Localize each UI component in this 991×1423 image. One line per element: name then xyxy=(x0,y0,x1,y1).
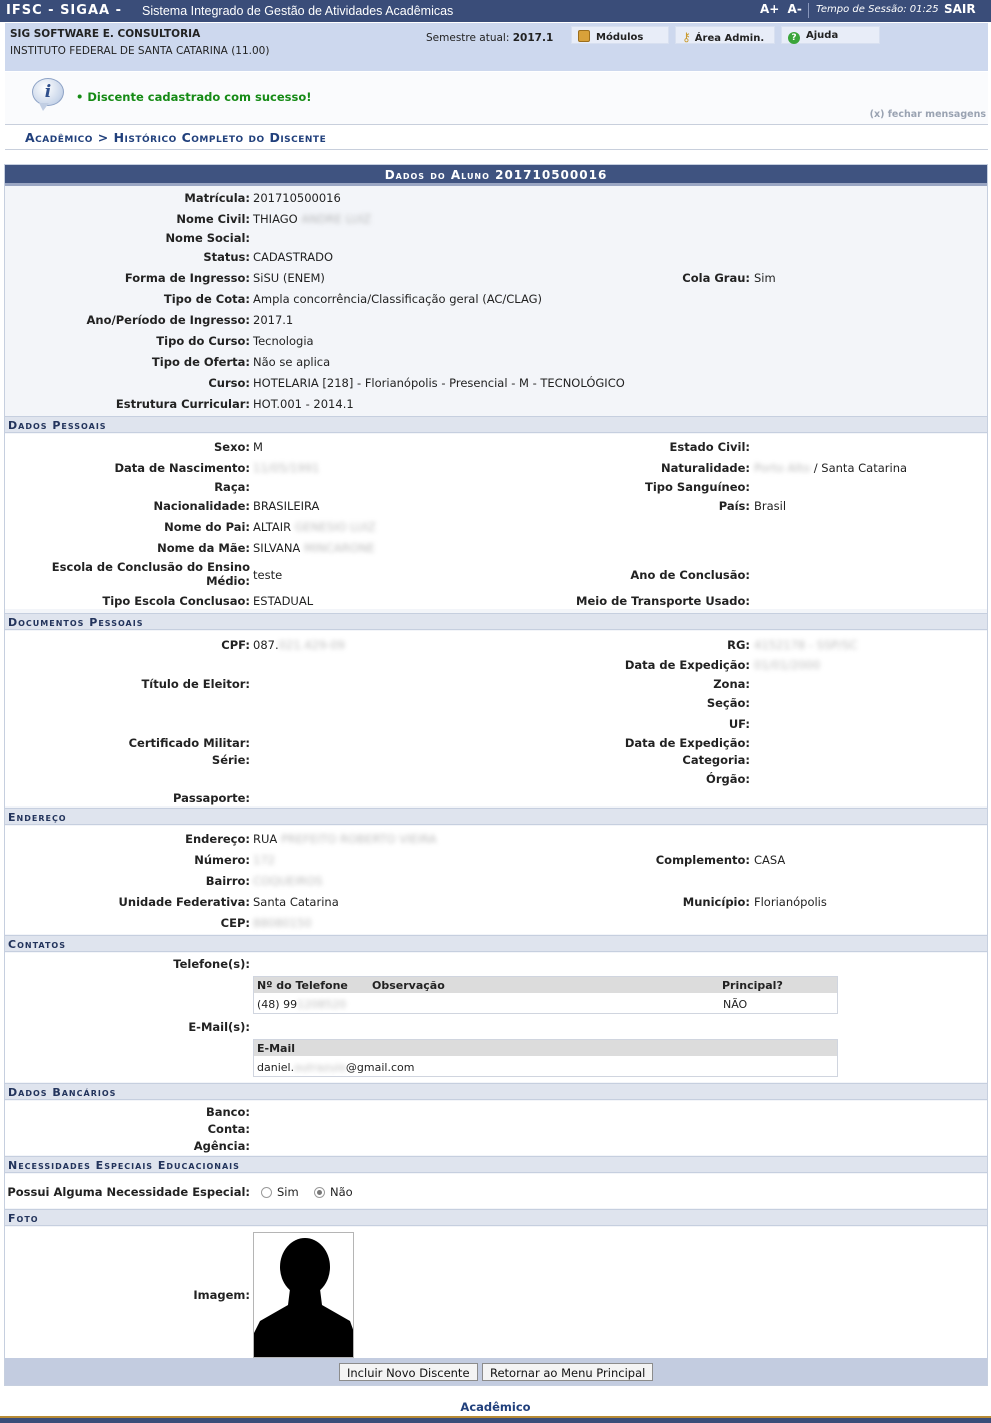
top-header-bar xyxy=(0,0,991,22)
section-necessidades: Necessidades Especiais Educacionais xyxy=(5,1156,987,1173)
logout-link[interactable]: SAIR xyxy=(944,2,976,16)
field-serie: Série: Categoria: xyxy=(211,753,750,767)
field-label: Estrutura Curricular: xyxy=(115,397,250,411)
current-semester: Semestre atual: 2017.1 xyxy=(426,32,554,44)
radio-nao[interactable]: Não xyxy=(314,1185,353,1199)
key-icon: ⚷ xyxy=(682,30,691,44)
institution-name: INSTITUTO FEDERAL DE SANTA CATARINA (11.00) xyxy=(10,45,270,57)
area-admin-button[interactable]: ⚷ Área Admin. xyxy=(675,26,775,44)
section-dados-bancarios: Dados Bancários xyxy=(5,1083,987,1100)
field-value: Sim xyxy=(754,271,776,285)
radio-button[interactable] xyxy=(261,1187,272,1198)
org-name: SIG SOFTWARE E. CONSULTORIA xyxy=(10,28,201,40)
section-foto: Foto xyxy=(5,1209,987,1226)
field-tipo-curso xyxy=(5,334,987,352)
field-cep: CEP: 88080150 xyxy=(220,916,312,930)
field-tipo-oferta xyxy=(5,355,987,373)
field-label: Nome Civil: xyxy=(176,212,250,226)
field-estrutura xyxy=(5,397,987,415)
field-matricula xyxy=(5,191,987,209)
close-messages-link[interactable]: (x) fechar mensagens xyxy=(869,109,986,120)
field-label: Cola Grau: xyxy=(682,271,750,285)
radio-button[interactable] xyxy=(314,1187,325,1198)
field-label: Curso: xyxy=(208,376,250,390)
field-bairro: Bairro: COQUEIROS xyxy=(205,874,323,888)
user-info-bar xyxy=(5,23,988,71)
ajuda-button[interactable]: ? Ajuda xyxy=(781,26,880,44)
help-icon: ? xyxy=(788,32,800,44)
field-endereco: Endereço: RUA PREFEITO ROBERTO VIEIRA xyxy=(185,832,437,846)
modules-box-icon xyxy=(578,30,590,42)
field-sexo: Sexo: M Estado Civil: xyxy=(214,440,750,454)
field-escola-conclusao: Escola de Conclusão do Ensino Médio: teste Ano de Conclusão: xyxy=(51,560,750,588)
field-necessidade-especial: Possui Alguma Necessidade Especial: Sim Não xyxy=(7,1185,353,1199)
field-nacionalidade: Nacionalidade: BRASILEIRA País: Brasil xyxy=(153,499,787,513)
field-label: Ano/Período de Ingresso: xyxy=(86,313,250,327)
section-endereco: Endereço xyxy=(5,808,987,825)
info-icon: i xyxy=(32,78,64,106)
field-telefones: Telefone(s): xyxy=(173,957,250,971)
field-ano-periodo xyxy=(5,313,987,331)
field-value: 201710500016 xyxy=(253,191,341,205)
modulos-button[interactable]: Módulos xyxy=(571,26,669,44)
field-banco: Banco: xyxy=(205,1105,250,1119)
field-emails: E-Mail(s): xyxy=(188,1020,250,1034)
field-value: THIAGO ANDRE LUIZ xyxy=(253,212,372,226)
field-agencia: Agência: xyxy=(193,1139,250,1153)
field-nome-civil xyxy=(5,212,987,230)
field-nome-mae: Nome da Mãe: SILVANA MINCARONE xyxy=(157,541,375,555)
radio-sim[interactable]: Sim xyxy=(261,1185,299,1199)
footer-academico-link[interactable]: Acadêmico xyxy=(460,1400,531,1414)
field-orgao: Órgão: xyxy=(706,772,750,786)
field-label: Tipo de Oferta: xyxy=(151,355,250,369)
field-tipo-escola: Tipo Escola Conclusao: ESTADUAL Meio de Transporte Usado: xyxy=(102,594,750,608)
message-area xyxy=(5,72,988,124)
table-cell: daniel.outrazuio@gmail.com xyxy=(257,1061,415,1074)
field-label: Status: xyxy=(203,250,250,264)
field-label: Nome Social: xyxy=(165,231,250,245)
section-dados-pessoais: Dados Pessoais xyxy=(5,416,987,433)
field-tipo-cota xyxy=(5,292,987,310)
section-documentos-pessoais: Documentos Pessoais xyxy=(5,613,987,630)
field-value: Tecnologia xyxy=(253,334,314,348)
field-raca: Raça: Tipo Sanguíneo: xyxy=(214,480,750,494)
field-secao: Seção: xyxy=(706,696,750,710)
field-nome-pai: Nome do Pai: ALTAIR GENESIO LUIZ xyxy=(164,520,376,534)
section-contatos: Contatos xyxy=(5,935,987,952)
field-status xyxy=(5,250,987,268)
divider xyxy=(5,124,988,125)
field-value: Ampla concorrência/Classificação geral (AC/CLAG) xyxy=(253,292,543,306)
table-cell: (48) 991208520 xyxy=(257,998,347,1011)
system-name: Sistema Integrado de Gestão de Atividades Acadêmicas xyxy=(142,4,454,18)
retornar-menu-principal-button[interactable]: Retornar ao Menu Principal xyxy=(482,1363,653,1381)
field-value: 2017.1 xyxy=(253,313,294,327)
field-label: Matrícula: xyxy=(184,191,250,205)
field-passaporte: Passaporte: xyxy=(172,791,250,805)
phone-table xyxy=(253,976,838,1014)
field-data-expedicao-rg: Data de Expedição: 01/01/2000 xyxy=(624,658,821,672)
field-value: CADASTRADO xyxy=(253,250,334,264)
field-imagem: Imagem: xyxy=(193,1288,250,1302)
field-label: Forma de Ingresso: xyxy=(124,271,250,285)
session-timer: Tempo de Sessão: 01:25 xyxy=(816,4,939,15)
person-silhouette-icon xyxy=(254,1233,354,1358)
panel-caption: Dados do Aluno 201710500016 xyxy=(5,165,987,186)
field-value: Não se aplica xyxy=(253,355,331,369)
field-forma-ingresso xyxy=(5,271,987,289)
table-header: E-Mail xyxy=(254,1040,837,1056)
field-value: HOTELARIA [218] - Florianópolis - Presencial - M - TECNOLÓGICO xyxy=(253,376,625,390)
field-titulo-eleitor: Título de Eleitor: Zona: xyxy=(141,677,750,691)
header-divider xyxy=(808,3,809,18)
success-message: • Discente cadastrado com sucesso! xyxy=(76,90,312,104)
table-cell: NÃO xyxy=(723,998,748,1011)
field-label: Tipo de Cota: xyxy=(163,292,250,306)
student-data-panel xyxy=(4,164,988,1386)
student-photo xyxy=(253,1232,354,1358)
incluir-novo-discente-button[interactable]: Incluir Novo Discente xyxy=(339,1363,478,1381)
field-numero: Número: 172 Complemento: CASA xyxy=(194,853,786,867)
table-header: Nº do Telefone Observação Principal? xyxy=(254,977,837,993)
field-nome-social xyxy=(5,231,987,249)
font-increase-button[interactable]: A+ xyxy=(760,2,780,16)
divider xyxy=(5,149,988,150)
bottom-bar xyxy=(0,1416,991,1423)
action-button-bar xyxy=(5,1358,987,1385)
breadcrumb: Acadêmico > Histórico Completo do Discente xyxy=(25,130,327,145)
email-table xyxy=(253,1039,838,1077)
field-certificado-militar: Certificado Militar: Data de Expedição: xyxy=(128,736,750,750)
field-value: HOT.001 - 2014.1 xyxy=(253,397,354,411)
app-brand: IFSC - SIGAA - xyxy=(6,3,122,18)
field-value: SiSU (ENEM) xyxy=(253,271,325,285)
font-size-controls xyxy=(760,2,806,16)
field-nascimento: Data de Nascimento: 11/05/1991 Naturalidade: Porto Alto / Santa Catarina xyxy=(114,461,908,475)
field-label: Tipo do Curso: xyxy=(156,334,250,348)
field-unidade-federativa: Unidade Federativa: Santa Catarina Município: Florianópolis xyxy=(118,895,827,909)
field-cpf: CPF: 087.021.429-09 RG: 4152178 - SSP/SC xyxy=(221,638,858,652)
font-decrease-button[interactable]: A- xyxy=(787,2,802,16)
field-uf-titulo: UF: xyxy=(728,717,750,731)
field-curso xyxy=(5,376,987,394)
field-conta: Conta: xyxy=(207,1122,250,1136)
